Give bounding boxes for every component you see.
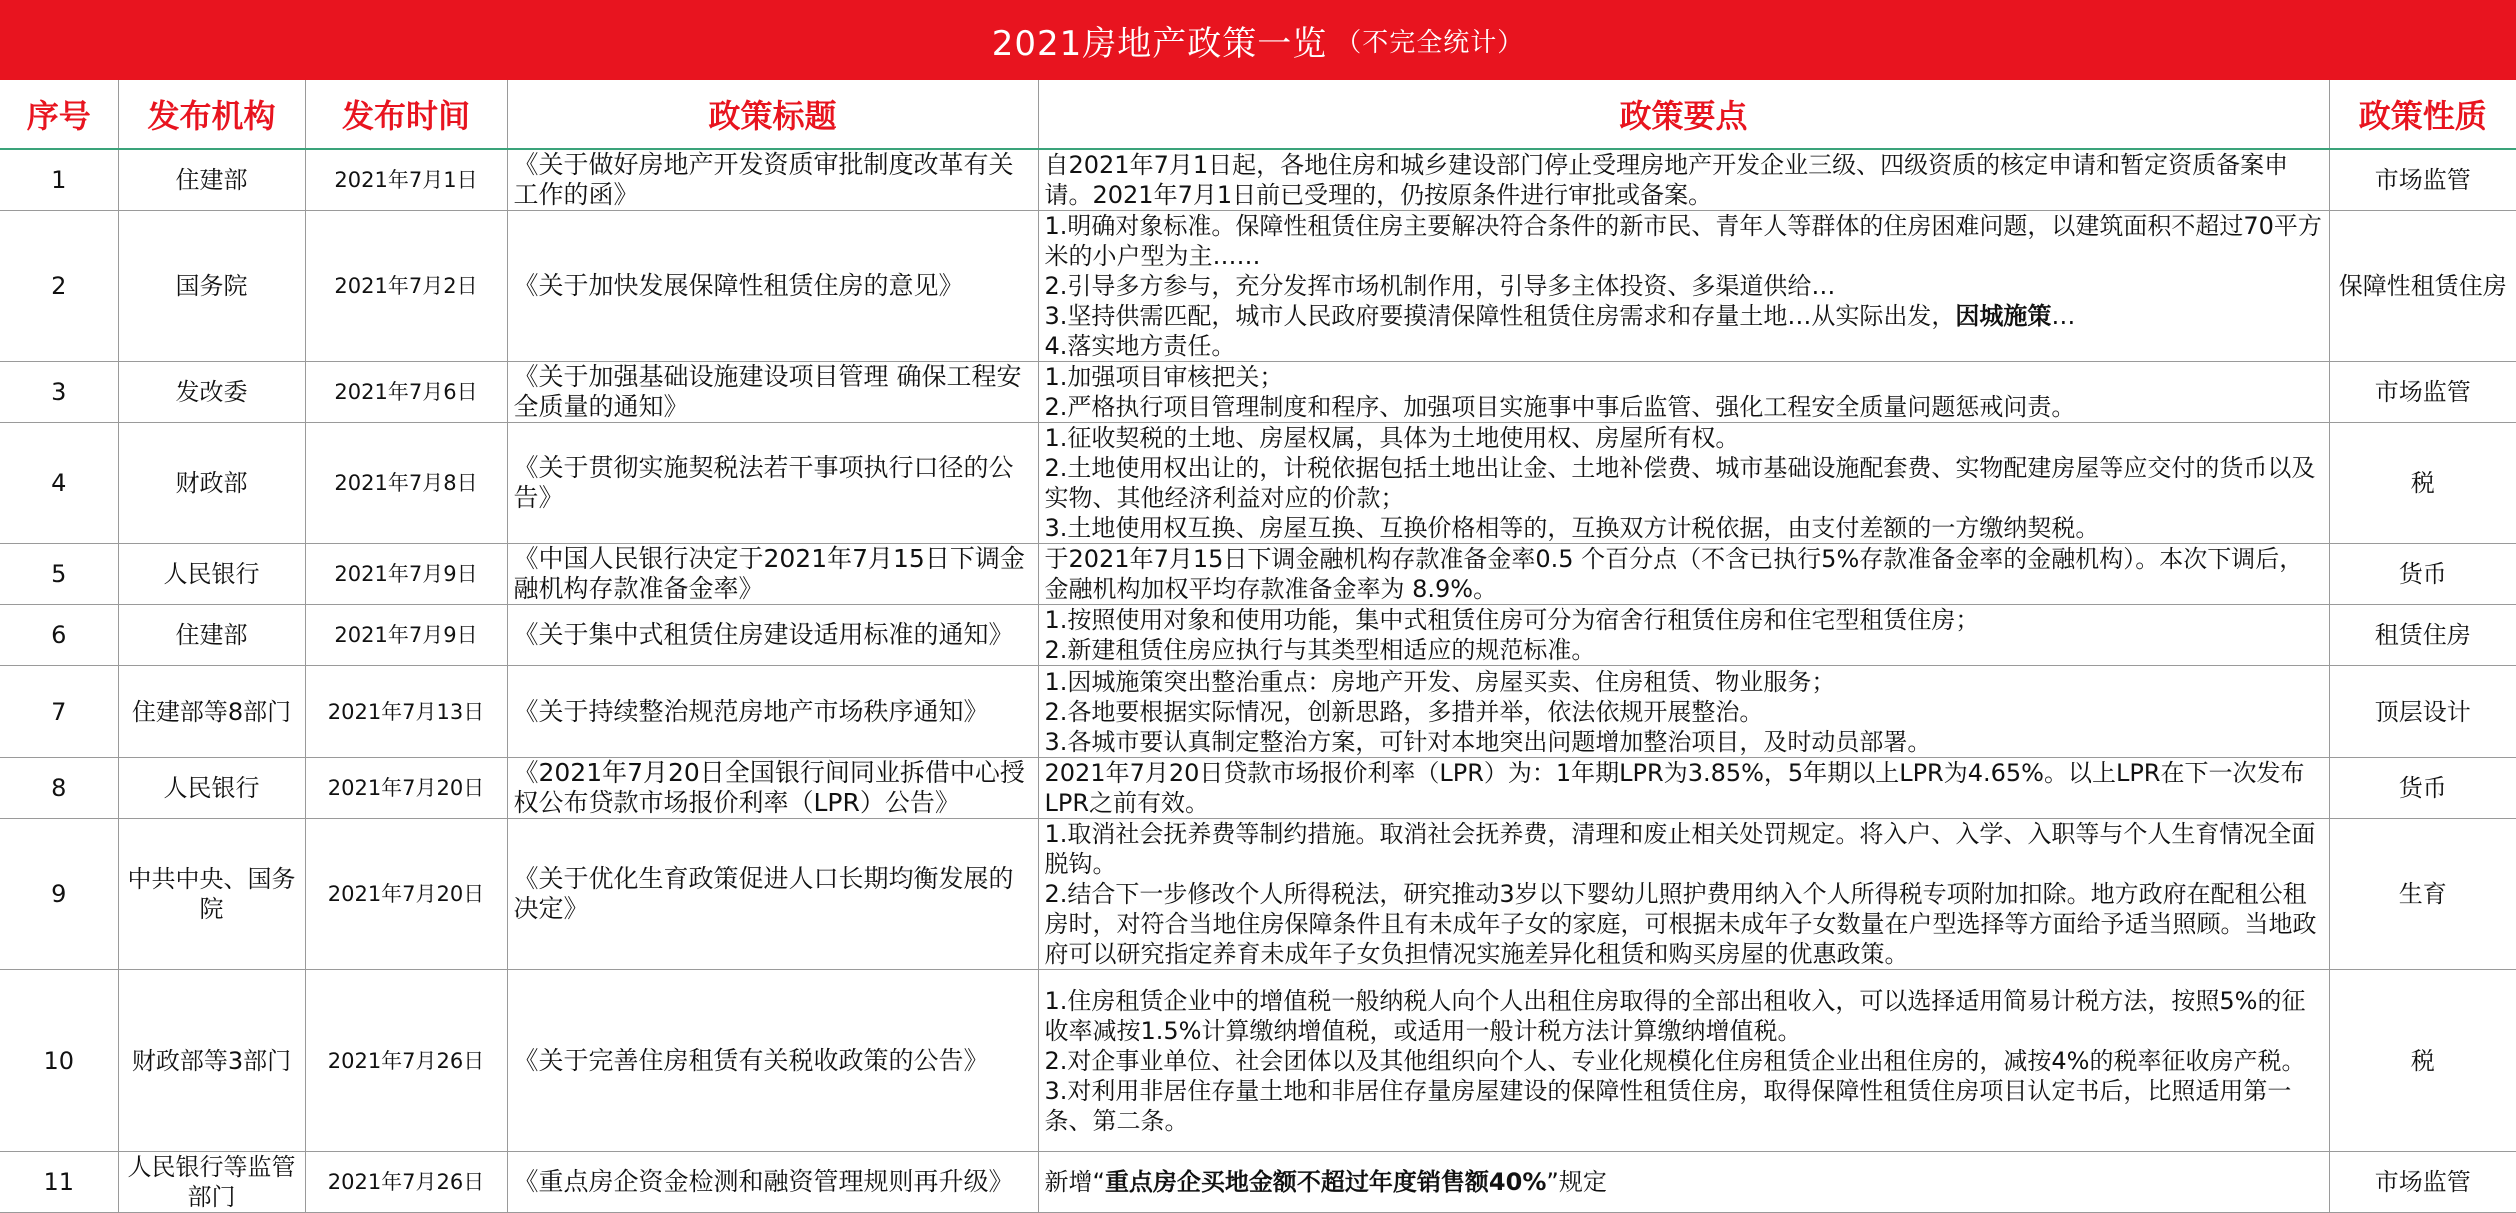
cell-org: 发改委 [118, 362, 305, 423]
cell-type: 顶层设计 [2329, 666, 2516, 758]
table-row [0, 149, 2516, 211]
cell-no: 3 [0, 362, 118, 423]
cell-org: 住建部 [118, 149, 305, 211]
point-text: 2.对企事业单位、社会团体以及其他组织向个人、专业化规模化住房租赁企业出租住房的，减按4%的税率征收房产税。 [1044, 1046, 2306, 1075]
point-text-bold: 因城施策 [1955, 302, 2052, 330]
point-text: 自2021年7月1日起，各地住房和城乡建设部门停止受理房地产开发企业三级、四级资质的核定申请和暂定资质备案申请。2021年7月1日前已受理的，仍按原条件进行审批或备案。 [1044, 151, 2289, 209]
cell-no: 11 [0, 1152, 118, 1213]
cell-type: 市场监管 [2329, 362, 2516, 423]
cell-type: 保障性租赁住房 [2329, 211, 2516, 362]
page-subtitle: （不完全统计） [1335, 27, 1525, 58]
point-text: 1.住房租赁企业中的增值税一般纳税人向个人出租住房取得的全部出租收入，可以选择适用简易计税方法，按照5%的征收率减按1.5%计算缴纳增值税，或适用一般计税方法计算缴纳增值税。 [1044, 986, 2306, 1045]
cell-org: 国务院 [118, 211, 305, 362]
point-text: 2.引导多方参与，充分发挥市场机制作用，引导多主体投资、多渠道供给… [1044, 272, 1836, 300]
cell-points [1038, 362, 2329, 423]
cell-date: 2021年7月9日 [305, 605, 507, 666]
cell-date: 2021年7月20日 [305, 758, 507, 819]
table-row [0, 970, 2516, 1152]
cell-points [1038, 970, 2329, 1152]
point-text: 2.各地要根据实际情况，创新思路，多措并举，依法依规开展整治。 [1044, 697, 1764, 726]
header-date: 发布时间 [305, 80, 507, 149]
cell-title: 《关于完善住房租赁有关税收政策的公告》 [507, 970, 1038, 1152]
point-text-part: 3.坚持供需匹配，城市人民政府要摸清保障性租赁住房需求和存量土地…从实际出发， [1044, 302, 1956, 330]
cell-no: 8 [0, 758, 118, 819]
point-text: 1.加强项目审核把关； [1044, 363, 1284, 391]
cell-type: 市场监管 [2329, 1152, 2516, 1213]
point-text: 2.严格执行项目管理制度和程序、加强项目实施事中事后监管、强化工程安全质量问题惩戒问责。 [1044, 393, 2076, 421]
table-row [0, 819, 2516, 970]
cell-org: 人民银行等监管部门 [118, 1152, 305, 1213]
point-text: 2.土地使用权出让的，计税依据包括土地出让金、土地补偿费、城市基础设施配套费、实物配建房屋等应交付的货币以及实物、其他经济利益对应的价款； [1044, 454, 2316, 512]
cell-title: 《中国人民银行决定于2021年7月15日下调金融机构存款准备金率》 [507, 544, 1038, 605]
cell-org: 中共中央、国务院 [118, 819, 305, 970]
cell-date: 2021年7月13日 [305, 666, 507, 758]
point-text: 1.按照使用对象和使用功能，集中式租赁住房可分为宿舍行租赁住房和住宅型租赁住房； [1044, 606, 1980, 634]
cell-no: 7 [0, 666, 118, 758]
cell-type: 租赁住房 [2329, 605, 2516, 666]
table-row [0, 605, 2516, 666]
table-row [0, 758, 2516, 819]
cell-title: 《关于集中式租赁住房建设适用标准的通知》 [507, 605, 1038, 666]
point-text [1045, 301, 2323, 331]
cell-points [1038, 149, 2329, 211]
cell-title: 《重点房企资金检测和融资管理规则再升级》 [507, 1152, 1038, 1213]
table-row [0, 1152, 2516, 1213]
cell-date: 2021年7月1日 [305, 149, 507, 211]
page-banner [0, 0, 2516, 80]
cell-title: 《关于加强基础设施建设项目管理 确保工程安全质量的通知》 [507, 362, 1038, 423]
point-text: 3.土地使用权互换、房屋互换、互换价格相等的，互换双方计税依据，由支付差额的一方缴纳契税。 [1044, 514, 2100, 542]
policy-table [0, 80, 2516, 1213]
point-text: 于2021年7月15日下调金融机构存款准备金率0.5 个百分点（不含已执行5%存款准备金率的金融机构）。本次下调后，金融机构加权平均存款准备金率为 8.9%。 [1044, 545, 2304, 603]
header-points: 政策要点 [1038, 80, 2329, 149]
cell-org: 财政部 [118, 423, 305, 544]
cell-date: 2021年7月8日 [305, 423, 507, 544]
table-row [0, 544, 2516, 605]
cell-no: 4 [0, 423, 118, 544]
cell-no: 2 [0, 211, 118, 362]
cell-date: 2021年7月26日 [305, 1152, 507, 1213]
cell-title: 《关于持续整治规范房地产市场秩序通知》 [507, 666, 1038, 758]
header-title: 政策标题 [507, 80, 1038, 149]
cell-points [1038, 1152, 2329, 1213]
cell-date: 2021年7月9日 [305, 544, 507, 605]
cell-points [1038, 758, 2329, 819]
cell-points [1038, 211, 2329, 362]
cell-type: 生育 [2329, 819, 2516, 970]
cell-type: 市场监管 [2329, 149, 2516, 211]
page-title: 2021房地产政策一览 [991, 23, 1328, 64]
cell-org: 住建部等8部门 [118, 666, 305, 758]
cell-date: 2021年7月26日 [305, 970, 507, 1152]
cell-no: 10 [0, 970, 118, 1152]
cell-org: 住建部 [118, 605, 305, 666]
cell-type: 货币 [2329, 758, 2516, 819]
cell-points [1038, 819, 2329, 970]
point-text: 1.明确对象标准。保障性租赁住房主要解决符合条件的新市民、青年人等群体的住房困难问题，以建筑面积不超过70平方米的小户型为主…… [1044, 212, 2322, 270]
cell-date: 2021年7月6日 [305, 362, 507, 423]
point-text: 4.落实地方责任。 [1044, 332, 1236, 360]
point-text [1045, 1167, 2323, 1197]
point-text: 2.新建租赁住房应执行与其类型相适应的规范标准。 [1044, 636, 1596, 664]
point-text: 2021年7月20日贷款市场报价利率（LPR）为：1年期LPR为3.85%，5年期以上LPR为4.65%。以上LPR在下一次发布LPR之前有效。 [1044, 759, 2305, 817]
cell-org: 人民银行 [118, 544, 305, 605]
cell-points [1038, 666, 2329, 758]
point-text: 3.对利用非居住存量土地和非居住存量房屋建设的保障性租赁住房，取得保障性租赁住房项目认定书后，比照适用第一条、第二条。 [1044, 1076, 2292, 1135]
cell-title: 《2021年7月20日全国银行间同业拆借中心授权公布贷款市场报价利率（LPR）公告》 [507, 758, 1038, 819]
cell-title: 《关于做好房地产开发资质审批制度改革有关工作的函》 [507, 149, 1038, 211]
cell-no: 5 [0, 544, 118, 605]
cell-title: 《关于贯彻实施契税法若干事项执行口径的公告》 [507, 423, 1038, 544]
point-text-bold: 重点房企买地金额不超过年度销售额40% [1104, 1168, 1547, 1196]
point-text: 1.征收契税的土地、房屋权属，具体为土地使用权、房屋所有权。 [1044, 424, 1740, 452]
cell-no: 9 [0, 819, 118, 970]
table-row [0, 666, 2516, 758]
header-type: 政策性质 [2329, 80, 2516, 149]
cell-no: 1 [0, 149, 118, 211]
cell-org: 财政部等3部门 [118, 970, 305, 1152]
cell-points [1038, 544, 2329, 605]
cell-date: 2021年7月2日 [305, 211, 507, 362]
cell-type: 税 [2329, 423, 2516, 544]
cell-type: 货币 [2329, 544, 2516, 605]
cell-org: 人民银行 [118, 758, 305, 819]
cell-date: 2021年7月20日 [305, 819, 507, 970]
cell-points [1038, 605, 2329, 666]
point-text-part: ”规定 [1546, 1168, 1607, 1196]
point-text-part: … [2051, 302, 2076, 330]
point-text: 1.因城施策突出整治重点：房地产开发、房屋买卖、住房租赁、物业服务； [1044, 667, 1836, 696]
header-row [0, 80, 2516, 149]
cell-points [1038, 423, 2329, 544]
point-text: 1.取消社会抚养费等制约措施。取消社会抚养费，清理和废止相关处罚规定。将入户、入学、入职等与个人生育情况全面脱钩。 [1044, 820, 2316, 878]
cell-title: 《关于优化生育政策促进人口长期均衡发展的决定》 [507, 819, 1038, 970]
table-row [0, 423, 2516, 544]
cell-title: 《关于加快发展保障性租赁住房的意见》 [507, 211, 1038, 362]
table-row [0, 362, 2516, 423]
header-org: 发布机构 [118, 80, 305, 149]
cell-no: 6 [0, 605, 118, 666]
point-text: 3.各城市要认真制定整治方案，可针对本地突出问题增加整治项目，及时动员部署。 [1044, 727, 1932, 756]
table-row [0, 211, 2516, 362]
header-no: 序号 [0, 80, 118, 149]
point-text-part: 新增“ [1044, 1168, 1105, 1196]
cell-type: 税 [2329, 970, 2516, 1152]
point-text: 2.结合下一步修改个人所得税法，研究推动3岁以下婴幼儿照护费用纳入个人所得税专项附加扣除。地方政府在配租公租房时，对符合当地住房保障条件且有未成年子女的家庭，可根据未成年子女数量在户型选择等方面给予适当照顾。当地政府可以研究指定养育未成年子女负担情况实施差异化租赁和购买房屋的优惠政策。 [1044, 880, 2317, 968]
